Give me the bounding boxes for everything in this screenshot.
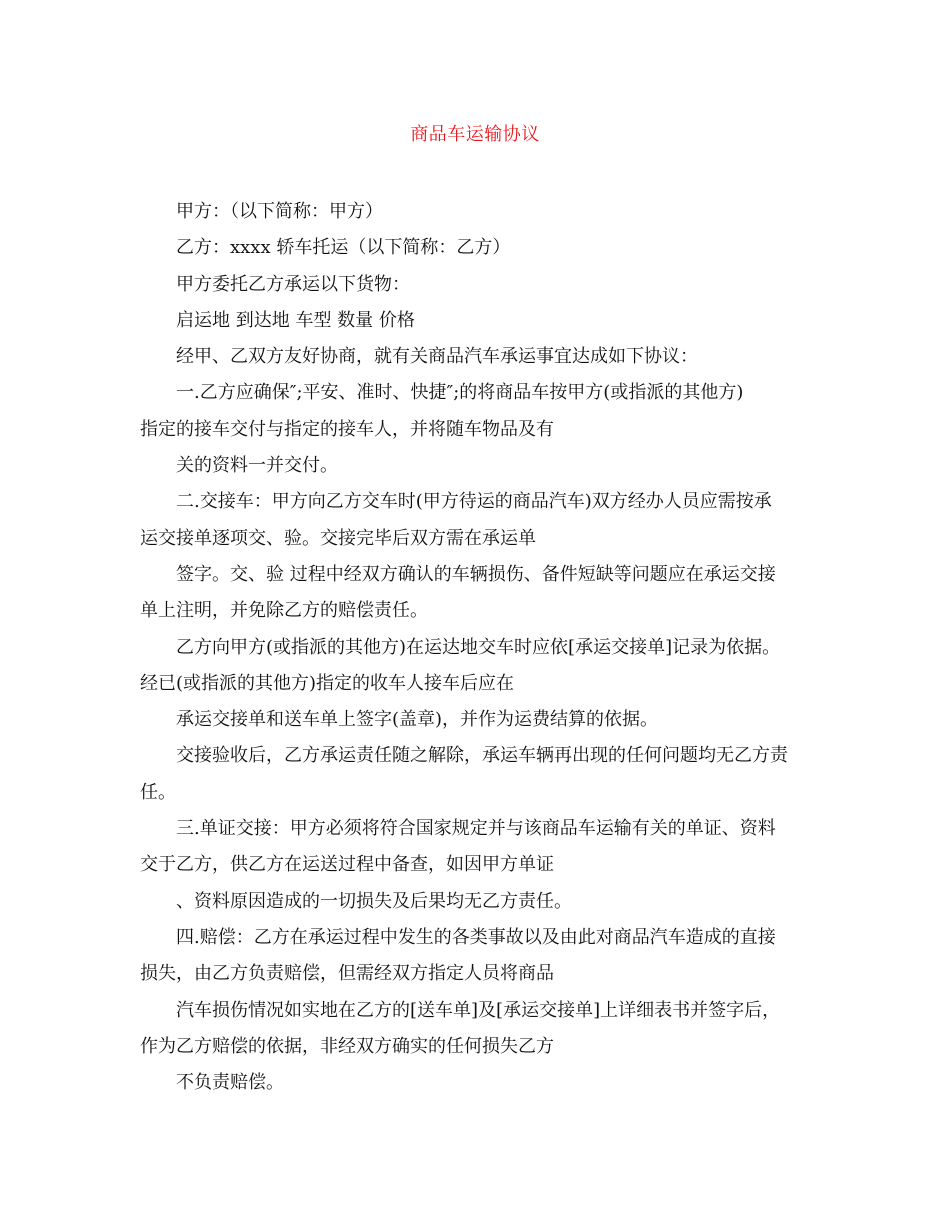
paragraph-line: 乙方向甲方(或指派的其他方)在运达地交车时应依[承运交接单]记录为依据。 xyxy=(176,636,781,658)
paragraph-line: 四.赔偿：乙方在承运过程中发生的各类事故以及由此对商品汽车造成的直接 xyxy=(176,926,776,948)
paragraph-line: 交于乙方，供乙方在运送过程中备查，如因甲方单证 xyxy=(140,854,554,876)
paragraph-line: 乙方：xxxx 轿车托运（以下简称：乙方） xyxy=(176,237,511,259)
paragraph-line: 运交接单逐项交、验。交接完毕后双方需在承运单 xyxy=(140,527,536,549)
paragraph-line: 经已(或指派的其他方)指定的收车人接车后应在 xyxy=(140,672,515,694)
paragraph-line: 启运地 到达地 车型 数量 价格 xyxy=(176,309,415,331)
document-title: 商品车运输协议 xyxy=(410,124,540,145)
paragraph-line: 、资料原因造成的一切损失及后果均无乙方责任。 xyxy=(176,890,572,912)
paragraph-line: 任。 xyxy=(140,781,176,803)
document-body xyxy=(140,194,812,1101)
paragraph-line: 一.乙方应确保″;平安、准时、快捷″;的将商品车按甲方(或指派的其他方) xyxy=(176,382,744,404)
paragraph-line: 汽车损伤情况如实地在乙方的[送车单]及[承运交接单]上详细表书并签字后， xyxy=(176,999,781,1021)
paragraph-line: 不负责赔偿。 xyxy=(176,1072,284,1094)
paragraph-line: 单上注明，并免除乙方的赔偿责任。 xyxy=(140,600,428,622)
paragraph-line: 指定的接车交付与指定的接车人，并将随车物品及有 xyxy=(140,418,554,440)
paragraph-line: 损失，由乙方负责赔偿，但需经双方指定人员将商品 xyxy=(140,963,554,985)
paragraph-line: 作为乙方赔偿的依据，非经双方确实的任何损失乙方 xyxy=(140,1035,554,1057)
paragraph-line: 二.交接车：甲方向乙方交车时(甲方待运的商品汽车)双方经办人员应需按承 xyxy=(176,491,772,513)
paragraph-line: 签字。交、验 过程中经双方确认的车辆损伤、备件短缺等问题应在承运交接 xyxy=(176,563,776,585)
paragraph-line: 经甲、乙双方友好协商，就有关商品汽车承运事宜达成如下协议： xyxy=(176,346,698,368)
paragraph-line: 交接验收后，乙方承运责任随之解除，承运车辆再出现的任何问题均无乙方责 xyxy=(176,745,788,767)
paragraph-line: 关的资料一并交付。 xyxy=(176,455,338,477)
paragraph-line: 甲方委托乙方承运以下货物： xyxy=(176,273,410,295)
paragraph-line: 甲方：（以下简称：甲方） xyxy=(176,201,383,222)
paragraph-line: 三.单证交接：甲方必须将符合国家规定并与该商品车运输有关的单证、资料 xyxy=(176,818,776,840)
paragraph-line: 承运交接单和送车单上签字(盖章)，并作为运费结算的依据。 xyxy=(176,709,659,731)
